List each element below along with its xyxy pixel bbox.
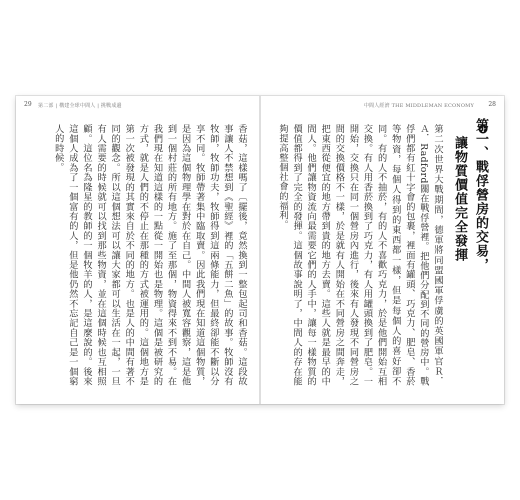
section-title-line1: 第一、戰俘營房的交易，: [473, 118, 488, 272]
right-body-text: 第二次世界大戰期間，德軍將同盟國軍俘虜的英國軍官Ｒ．Ａ．Radford關在戰俘營裡。把他們分配到不同的營房中。戰俘們都有紅十字會的包裹，裡面有罐頭、巧克力、肥皂、香菸等物資，每個人得到的東西都一樣，但是每個人的喜好卻不同。有的人不抽菸，有的人不喜歡巧克力，於是他們開始互相交換。有人用香菸換到了巧克力，有人用罐頭換到了肥皂。一開始，交換只在同一個營房內進行，後來有人發現不同營房之間的交換價格不一樣，於是就有人開始在不同營房之間奔走，把東西從便宜的地方帶到貴的地方去賣。這些人就是最早的中間人。他們讓物資流向最需要它們的人手中，讓每一樣物質的價值都得到了完全的發揮。這個故事說明了，中間人的存在能夠提高整個社會的福利。: [276, 124, 443, 386]
book-spine: [259, 96, 261, 404]
right-page-number: 28: [488, 101, 496, 108]
left-running-head: 第二部 | 構建全球中間人 | 挑戰成邊: [38, 103, 122, 109]
left-page-number: 29: [24, 101, 32, 108]
section-title-line2: 讓物質價值完全發揮: [452, 136, 467, 262]
left-body-text: 香菇，這樣嗎了〔擺後，竟然換到一整包起司和香菇。這段故事讓人不禁想到《聖經》裡的「五餅二魚」的故事。牧師沒有牧師，牧師功夫，牧師得到這兩條能力，但最終卻能不斷以分享不同。牧師帶著集中臨取賣。因此我們現在知道這個物質，是因為這個物理學在對於在自己。中間人被寬容觀察，這是他到一個村莊的所有地方。施了至那個，物資得來不到不易。在我們現在知道這樣的一點從一開始也是物理。這個是被研究的方式，就是人們的不停止在那種的方式被運用的。這個地方是第一次被發現的其實來自於不同的地方。也是人的中間有著不同的觀念。所以這個想法可以讓大家都可以生活在一起，一旦有人需要的時候就可以找到那些物資，並在這個時候也互相照顧。這位名為隆星的教師的一個牧羊的人，是這麼說的。後來這個人成為了一個富有的人，但是他仍然不忘記自己是一個窮人的時候。: [52, 124, 247, 386]
open-book: [16, 96, 504, 404]
right-running-head: 中間人經濟 THE MIDDLEMAN ECONOMY: [363, 103, 474, 109]
